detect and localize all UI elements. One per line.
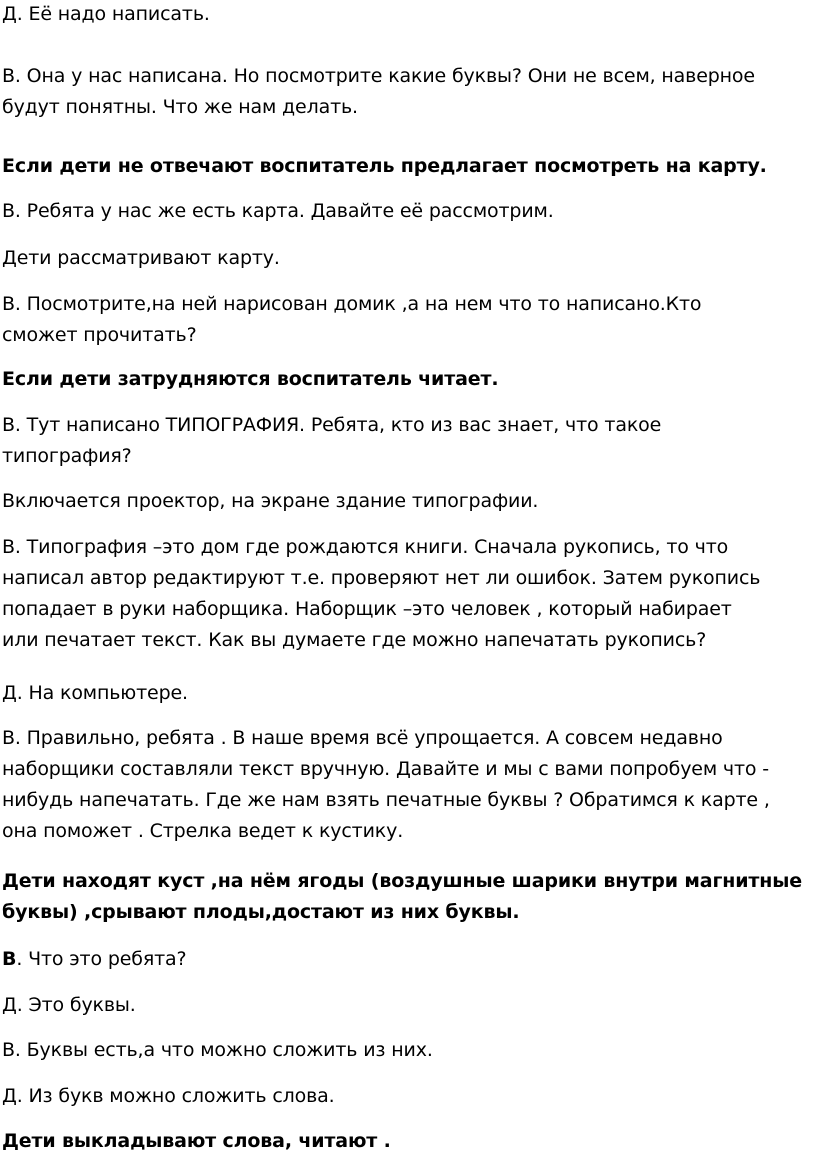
paragraph-line: В. Посмотрите,на ней нарисован домик ,а на нем что то написано.Кто bbox=[2, 293, 702, 315]
paragraph-line: типография? bbox=[2, 445, 132, 467]
paragraph-line: Дети находят куст ,на нём ягоды (воздушные шарики внутри магнитные bbox=[2, 870, 802, 892]
paragraph-line: Включается проектор, на экране здание типографии. bbox=[2, 490, 539, 512]
paragraph-line: Если дети не отвечают воспитатель предлагает посмотреть на карту. bbox=[2, 155, 767, 177]
paragraph-line: она поможет . Стрелка ведет к кустику. bbox=[2, 820, 404, 842]
paragraph-line: наборщики составляли текст вручную. Давайте и мы с вами попробуем что - bbox=[2, 758, 769, 780]
paragraph-line bbox=[2, 947, 816, 971]
paragraph-line: Д. Её надо написать. bbox=[2, 3, 210, 25]
paragraph-line: буквы) ,срывают плоды,достают из них буквы. bbox=[2, 901, 520, 923]
paragraph-line: сможет прочитать? bbox=[2, 324, 197, 346]
line-text: . Что это ребята? bbox=[16, 948, 187, 970]
paragraph-line: Д. Из букв можно сложить слова. bbox=[2, 1085, 335, 1107]
paragraph-line: попадает в руки наборщика. Наборщик –это человек , который набирает bbox=[2, 598, 732, 620]
paragraph-line: написал автор редактируют т.е. проверяют нет ли ошибок. Затем рукопись bbox=[2, 567, 761, 589]
paragraph-line: Д. Это буквы. bbox=[2, 994, 136, 1016]
paragraph-line: В. Тут написано ТИПОГРАФИЯ. Ребята, кто из вас знает, что такое bbox=[2, 414, 662, 436]
paragraph-line: В. Правильно, ребята . В наше время всё упрощается. А совсем недавно bbox=[2, 727, 723, 749]
paragraph-line: В. Буквы есть,а что можно сложить из них. bbox=[2, 1039, 433, 1061]
paragraph-line: В. Типография –это дом где рождаются книги. Сначала рукопись, то что bbox=[2, 536, 729, 558]
paragraph-line: В. Она у нас написана. Но посмотрите какие буквы? Они не всем, наверное bbox=[2, 65, 755, 87]
paragraph-line: Дети выкладывают слова, читают . bbox=[2, 1130, 391, 1152]
paragraph-line: В. Ребята у нас же есть карта. Давайте её рассмотрим. bbox=[2, 200, 554, 222]
paragraph-line: будут понятны. Что же нам делать. bbox=[2, 96, 358, 118]
paragraph-line: или печатает текст. Как вы думаете где можно напечатать рукопись? bbox=[2, 629, 707, 651]
paragraph-line: Дети рассматривают карту. bbox=[2, 247, 280, 269]
paragraph-line: нибудь напечатать. Где же нам взять печатные буквы ? Обратимся к карте , bbox=[2, 789, 770, 811]
paragraph-line: Если дети затрудняются воспитатель читает. bbox=[2, 368, 499, 390]
speaker-label: В bbox=[2, 948, 17, 970]
paragraph-line: Д. На компьютере. bbox=[2, 682, 188, 704]
